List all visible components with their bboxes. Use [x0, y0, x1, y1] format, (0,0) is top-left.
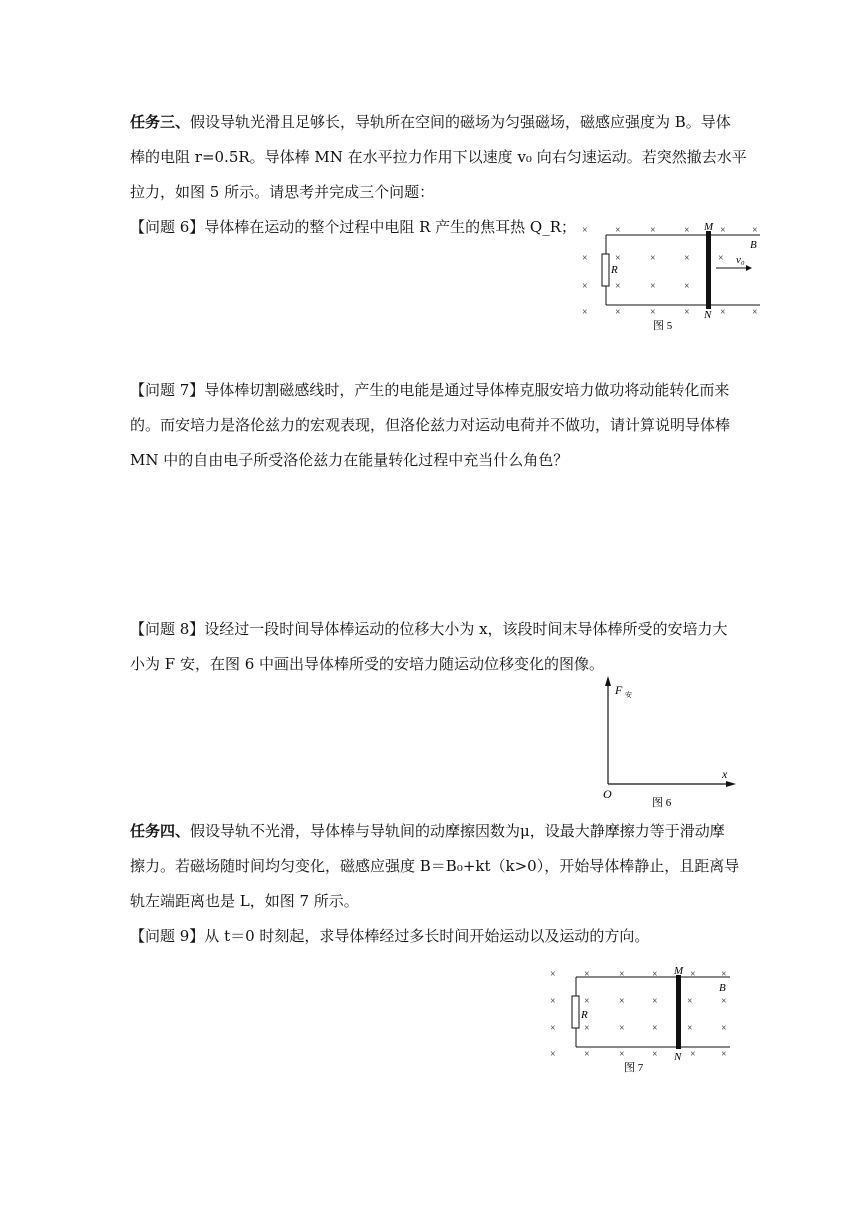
- question-7-line2: 的。而安培力是洛伦兹力的宏观表现，但洛伦兹力对运动电荷并不做功，请计算说明导体棒: [130, 416, 731, 434]
- fig7-cross: ×: [721, 1049, 727, 1060]
- fig7-label-n: N: [674, 1051, 682, 1063]
- fig7-cross: ×: [584, 1023, 590, 1034]
- fig5-cross: ×: [684, 281, 690, 292]
- fig5-cross: ×: [615, 281, 621, 292]
- fig7-cross: ×: [652, 1023, 658, 1034]
- fig5-resistor: [602, 254, 609, 286]
- question-9: 【问题 9】从 t＝0 时刻起，求导体棒经过多长时间开始运动以及运动的方向。: [130, 927, 650, 945]
- fig5-label-m: M: [704, 221, 714, 233]
- fig7-cross: ×: [721, 1023, 727, 1034]
- fig7-cross: ×: [550, 969, 556, 980]
- task4-heading: 任务四、: [130, 822, 191, 840]
- fig7-resistor: [572, 996, 579, 1028]
- task4-line3: 轨左端距离也是 L，如图 7 所示。: [130, 892, 359, 910]
- fig5-cross: ×: [650, 253, 656, 264]
- question-8-line2: 小为 F 安，在图 6 中画出导体棒所受的安培力随运动位移变化的图像。: [130, 655, 605, 673]
- fig7-label-m: M: [674, 965, 684, 977]
- figure-5: [570, 218, 770, 338]
- task4-line1: [130, 821, 725, 841]
- fig5-cross: ×: [650, 281, 656, 292]
- figure-6: [596, 674, 741, 810]
- fig5-cross: ×: [615, 225, 621, 236]
- task4-line1-text: 假设导轨不光滑，导体棒与导轨间的动摩擦因数为μ，设最大静摩擦力等于滑动摩: [190, 822, 725, 840]
- task3-line3: 拉力，如图 5 所示。请思考并完成三个问题：: [130, 183, 435, 201]
- fig5-cross: ×: [752, 225, 758, 236]
- fig6-label-f-sub: 安: [625, 691, 632, 699]
- task3-heading: 任务三、: [130, 113, 191, 131]
- fig6-label-x: x: [722, 767, 728, 781]
- fig7-cross: ×: [687, 996, 693, 1007]
- fig7-cross: ×: [550, 1049, 556, 1060]
- fig5-cross: ×: [615, 253, 621, 264]
- fig5-rod: [706, 231, 711, 309]
- fig6-label-f: F: [615, 683, 623, 697]
- fig7-cross: ×: [584, 969, 590, 980]
- fig7-cross: ×: [687, 1023, 693, 1034]
- question-7-line1: 【问题 7】导体棒切割磁感线时，产生的电能是通过导体棒克服安培力做功将动能转化而来: [130, 381, 730, 399]
- fig7-cross: ×: [584, 1049, 590, 1060]
- fig5-cross: ×: [650, 225, 656, 236]
- fig5-caption: 图 5: [653, 320, 673, 332]
- fig5-cross: ×: [720, 225, 726, 236]
- fig5-cross: ×: [582, 281, 588, 292]
- fig5-label-v: v₀: [736, 254, 745, 266]
- fig5-label-b: B: [750, 239, 757, 251]
- fig7-cross: ×: [721, 996, 727, 1007]
- fig7-label-r: R: [581, 1009, 588, 1021]
- fig7-label-b: B: [719, 982, 726, 994]
- fig5-cross: ×: [582, 225, 588, 236]
- fig7-cross: ×: [652, 996, 658, 1007]
- fig6-x-arrow: [726, 781, 736, 787]
- fig5-label-n: N: [704, 309, 712, 321]
- fig7-cross: ×: [721, 969, 727, 980]
- fig6-caption: 图 6: [652, 797, 672, 809]
- fig5-cross: ×: [615, 307, 621, 318]
- fig5-cross: ×: [684, 307, 690, 318]
- fig7-caption: 图 7: [624, 1062, 644, 1074]
- fig6-y-arrow: [605, 676, 611, 686]
- fig5-cross: ×: [582, 253, 588, 264]
- task3-line2: 棒的电阻 r=0.5R。导体棒 MN 在水平拉力作用下以速度 v₀ 向右匀速运动。若突然撤去水平: [130, 148, 747, 166]
- fig5-cross: ×: [582, 307, 588, 318]
- fig7-rod: [676, 975, 681, 1049]
- fig7-cross: ×: [619, 1049, 625, 1060]
- fig7-cross: ×: [690, 1049, 696, 1060]
- fig7-cross: ×: [619, 996, 625, 1007]
- task3-line1: [130, 112, 731, 132]
- question-8-line1: 【问题 8】设经过一段时间导体棒运动的位移大小为 x，该段时间末导体棒所受的安培力大: [130, 620, 728, 638]
- fig7-cross: ×: [550, 1023, 556, 1034]
- fig5-cross: ×: [720, 307, 726, 318]
- fig5-cross: ×: [752, 307, 758, 318]
- fig7-cross: ×: [652, 969, 658, 980]
- fig5-cross: ×: [718, 253, 724, 264]
- task4-line2: 擦力。若磁场随时间均匀变化，磁感应强度 B＝B₀+kt（k>0），开始导体棒静止，且距离导: [130, 857, 740, 875]
- fig7-cross: ×: [690, 969, 696, 980]
- fig5-cross: ×: [684, 253, 690, 264]
- fig7-cross: ×: [550, 996, 556, 1007]
- fig5-cross: ×: [650, 307, 656, 318]
- fig7-cross: ×: [619, 969, 625, 980]
- task3-line1-text: 假设导轨光滑且足够长，导轨所在空间的磁场为匀强磁场，磁感应强度为 B。导体: [190, 113, 731, 131]
- fig7-cross: ×: [619, 1023, 625, 1034]
- fig7-cross: ×: [584, 996, 590, 1007]
- fig5-label-r: R: [611, 264, 618, 276]
- question-6: 【问题 6】导体棒在运动的整个过程中电阻 R 产生的焦耳热 Q_R；: [130, 218, 577, 236]
- fig5-cross: ×: [684, 225, 690, 236]
- fig7-cross: ×: [652, 1049, 658, 1060]
- question-7-line3: MN 中的自由电子所受洛伦兹力在能量转化过程中充当什么角色？: [130, 451, 569, 469]
- fig6-label-o: O: [603, 787, 612, 801]
- figure-7: [540, 960, 740, 1080]
